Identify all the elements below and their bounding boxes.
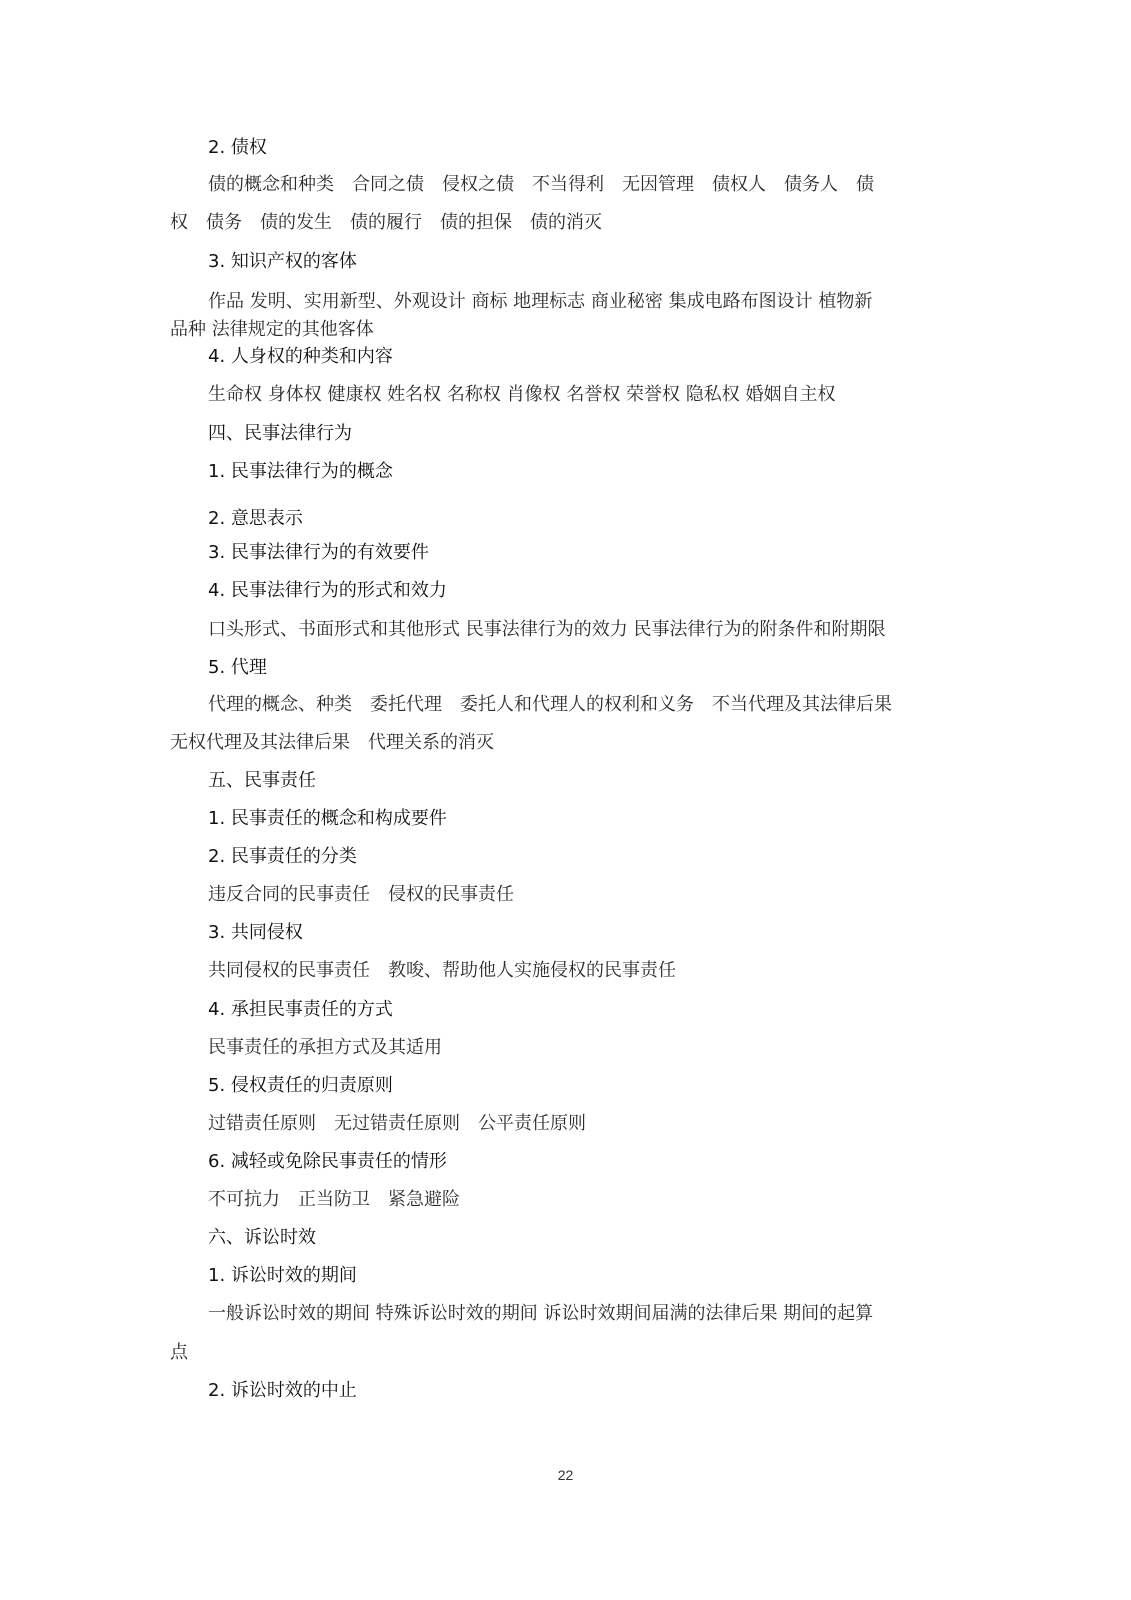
body-limitation-period-line1: 一般诉讼时效的期间 特殊诉讼时效的期间 诉讼时效期间届满的法律后果 期间的起算 <box>208 1303 874 1324</box>
body-limitation-period-line2: 点 <box>170 1342 188 1363</box>
body-liability-methods: 民事责任的承担方式及其适用 <box>208 1037 442 1058</box>
body-ip-objects-line2: 品种 法律规定的其他客体 <box>170 319 374 340</box>
heading-debt-rights: 2. 债权 <box>208 137 267 158</box>
heading-agency: 5. 代理 <box>208 657 267 678</box>
body-liability-classification: 违反合同的民事责任 侵权的民事责任 <box>208 884 514 905</box>
body-joint-tort: 共同侵权的民事责任 教唆、帮助他人实施侵权的民事责任 <box>208 960 676 981</box>
heading-validity-requirements: 3. 民事法律行为的有效要件 <box>208 542 429 563</box>
heading-personal-rights: 4. 人身权的种类和内容 <box>208 346 393 367</box>
heading-exemption-circumstances: 6. 减轻或免除民事责任的情形 <box>208 1151 447 1172</box>
section-heading-civil-juristic-acts: 四、民事法律行为 <box>208 423 352 444</box>
section-heading-civil-liability: 五、民事责任 <box>208 770 316 791</box>
body-imputation-principles: 过错责任原则 无过错责任原则 公平责任原则 <box>208 1113 586 1134</box>
body-ip-objects-line1: 作品 发明、实用新型、外观设计 商标 地理标志 商业秘密 集成电路布图设计 植物新 <box>208 291 873 312</box>
body-exemption-circumstances: 不可抗力 正当防卫 紧急避险 <box>208 1189 460 1210</box>
body-agency-line1: 代理的概念、种类 委托代理 委托人和代理人的权利和义务 不当代理及其法律后果 <box>208 694 892 715</box>
body-form-and-effect: 口头形式、书面形式和其他形式 民事法律行为的效力 民事法律行为的附条件和附期限 <box>208 619 886 640</box>
section-heading-limitation: 六、诉讼时效 <box>208 1227 316 1248</box>
heading-juristic-act-concept: 1. 民事法律行为的概念 <box>208 461 393 482</box>
heading-liability-classification: 2. 民事责任的分类 <box>208 846 357 867</box>
heading-joint-tort: 3. 共同侵权 <box>208 922 303 943</box>
body-debt-terms-line1: 债的概念和种类 合同之债 侵权之债 不当得利 无因管理 债权人 债务人 债 <box>208 174 874 195</box>
heading-liability-concept: 1. 民事责任的概念和构成要件 <box>208 808 447 829</box>
body-personal-rights: 生命权 身体权 健康权 姓名权 名称权 肖像权 名誉权 荣誉权 隐私权 婚姻自主权 <box>208 384 836 405</box>
heading-intent-expression: 2. 意思表示 <box>208 508 303 529</box>
heading-ip-objects: 3. 知识产权的客体 <box>208 251 357 272</box>
heading-limitation-period: 1. 诉讼时效的期间 <box>208 1265 357 1286</box>
body-agency-line2: 无权代理及其法律后果 代理关系的消灭 <box>170 732 494 753</box>
body-debt-terms-line2: 权 债务 债的发生 债的履行 债的担保 债的消灭 <box>170 212 602 233</box>
heading-liability-methods: 4. 承担民事责任的方式 <box>208 999 393 1020</box>
heading-imputation-principles: 5. 侵权责任的归责原则 <box>208 1075 393 1096</box>
heading-form-and-effect: 4. 民事法律行为的形式和效力 <box>208 580 447 601</box>
heading-limitation-suspension: 2. 诉讼时效的中止 <box>208 1380 357 1401</box>
page-number: 22 <box>557 1467 574 1483</box>
